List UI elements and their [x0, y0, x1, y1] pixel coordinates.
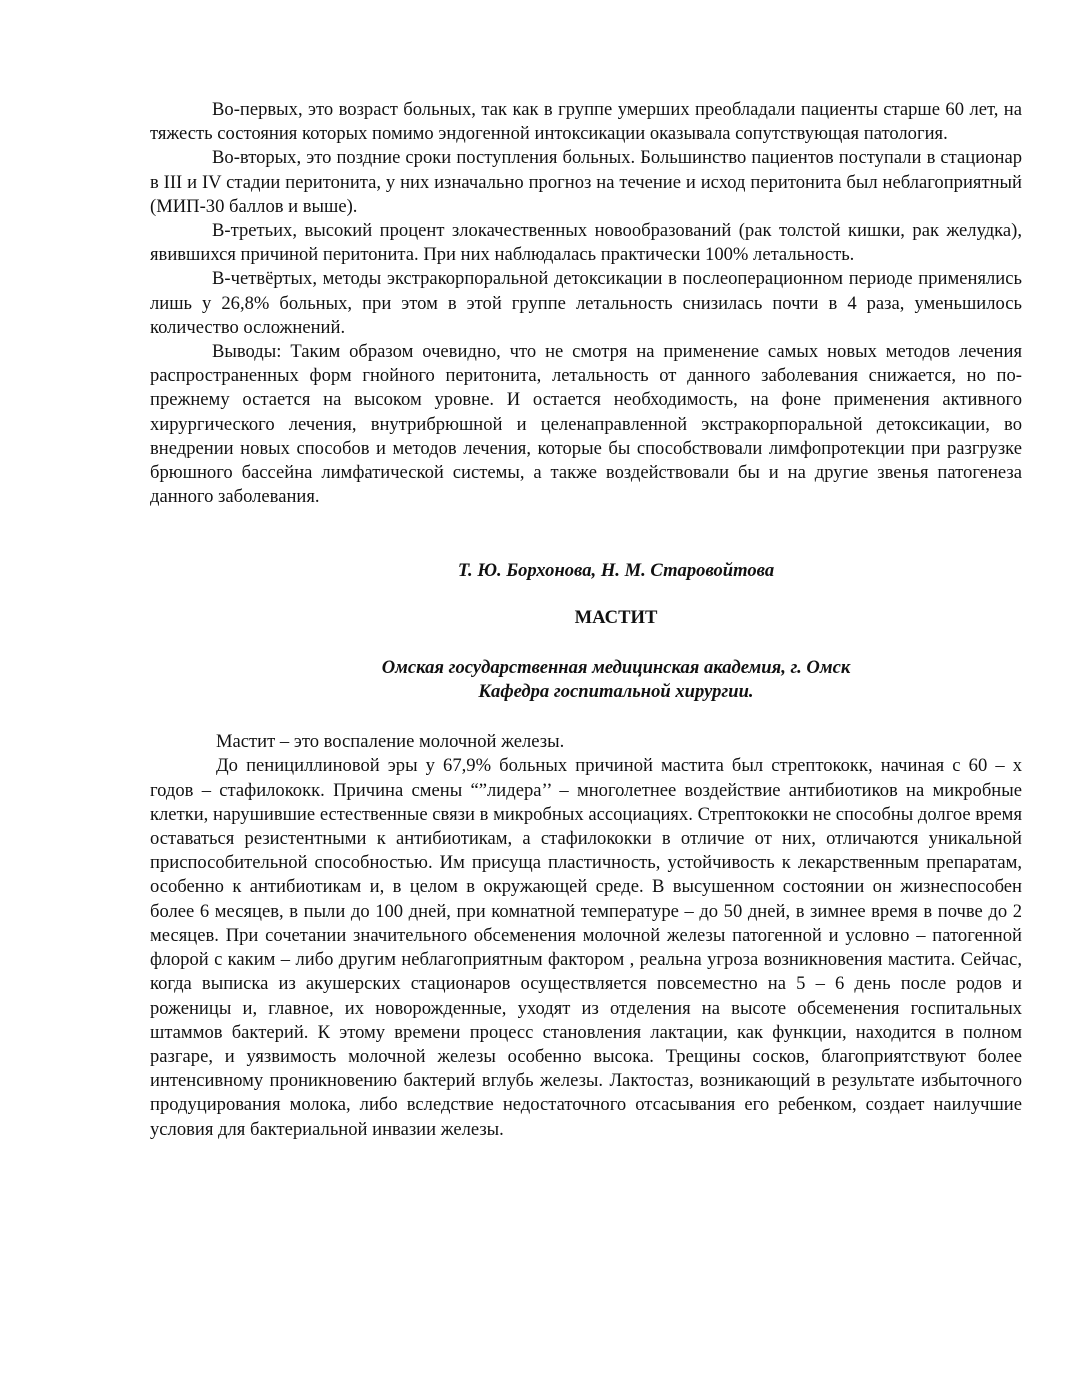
paragraph-mastitis-definition: Мастит – это воспаление молочной железы. [216, 731, 565, 753]
paragraph-first-reason: Во-первых, это возраст больных, так как в группе умерших преобладали пациенты старше 60 лет, на тяжесть состояния которых помимо эндогенной интоксикации оказывала сопутствующая патология. [150, 99, 1022, 145]
article-title: МАСТИТ [574, 606, 658, 628]
paragraph-second-reason: Во-вторых, это поздние сроки поступления больных. Большинство пациентов поступали в стационар в III и IV стадии перитонита, у них изначально прогноз на течение и исход перитонита был неблагоприятный (МИП-30 баллов и выше). [150, 147, 1022, 217]
paragraph-fourth-reason: В-четвёртых, методы экстракорпоральной детоксикации в послеоперационном периоде применялись лишь у 26,8% больных, при этом в этой группе летальность снизилась почти в 4 раза, уменьшилось количество осложнений. [150, 268, 1022, 338]
article-authors: Т. Ю. Борхонова, Н. М. Старовойтова [457, 560, 775, 582]
paragraph-third-reason: В-третьих, высокий процент злокачественных новообразований (рак толстой кишки, рак желудка), явившихся причиной перитонита. При них наблюдалась практически 100% летальность. [150, 220, 1022, 266]
affiliation-line-2: Кафедра госпитальной хирургии. [478, 681, 754, 703]
affiliation-line-1: Омская государственная медицинская академия, г. Омск [381, 656, 851, 678]
paragraph-mastitis-etiology: До пенициллиновой эры у 67,9% больных причиной мастита был стрептококк, начиная с 60 – х годов – стафилококк. Причина смены “”лидера’’ – многолетнее воздействие антибиотиков на микробные клетки, нарушившие естественные связи в микробных ассоциациях. Стрептококки не способны долгое время оставаться резистентными к антибиотикам, а стафилококки в отличие от них, отличаются уникальной приспособительной способностью. Им присуща пластичность, устойчивость к лекарственным препаратам, особенно к антибиотикам и, в целом в окружающей среде. В высушенном состоянии он жизнеспособен более 6 месяцев, в пыли до 100 дней, при комнатной температуре – до 50 дней, в зимнее время в почве до 2 месяцев. При сочетании значительного обсеменения молочной железы патогенной и условно – патогенной флорой с каким – либо другим неблагоприятным фактором , реальна угроза возникновения мастита. Сейчас, когда выписка из акушерских стационаров осуществляется повсеместно на 5 – 6 день после родов и роженицы и, главное, их новорожденные, уходят из отделения на высоте обсеменения госпитальных штаммов бактерий. К этому времени процесс становления лактации, как функции, находится в полном разгаре, и уязвимость молочной железы особенно высока. Трещины сосков, благоприятствуют более интенсивному проникновению бактерий вглубь железы. Лактостаз, возникающий в результате избыточного продуцирования молока, либо вследствие недостаточного отсасывания его ребенком, создает наилучшие условия для бактериальной инвазии железы. [150, 755, 1022, 1140]
paragraph-conclusions: Выводы: Таким образом очевидно, что не смотря на применение самых новых методов лечения распространенных форм гнойного перитонита, летальность от данного заболевания снижается, но по-прежнему остается на высоком уровне. И остается необходимость, на фоне применения активного хирургического лечения, внутрибрюшной и целенаправленной экстракорпоральной детоксикации, во внедрении новых способов и методов лечения, которые бы способствовали лимфопротекции при разгрузке брюшного бассейна лимфатической системы, а также воздействовали бы и на другие звенья патогенеза данного заболевания. [150, 341, 1022, 508]
spacer [150, 704, 1022, 730]
document-page [150, 98, 1022, 1142]
